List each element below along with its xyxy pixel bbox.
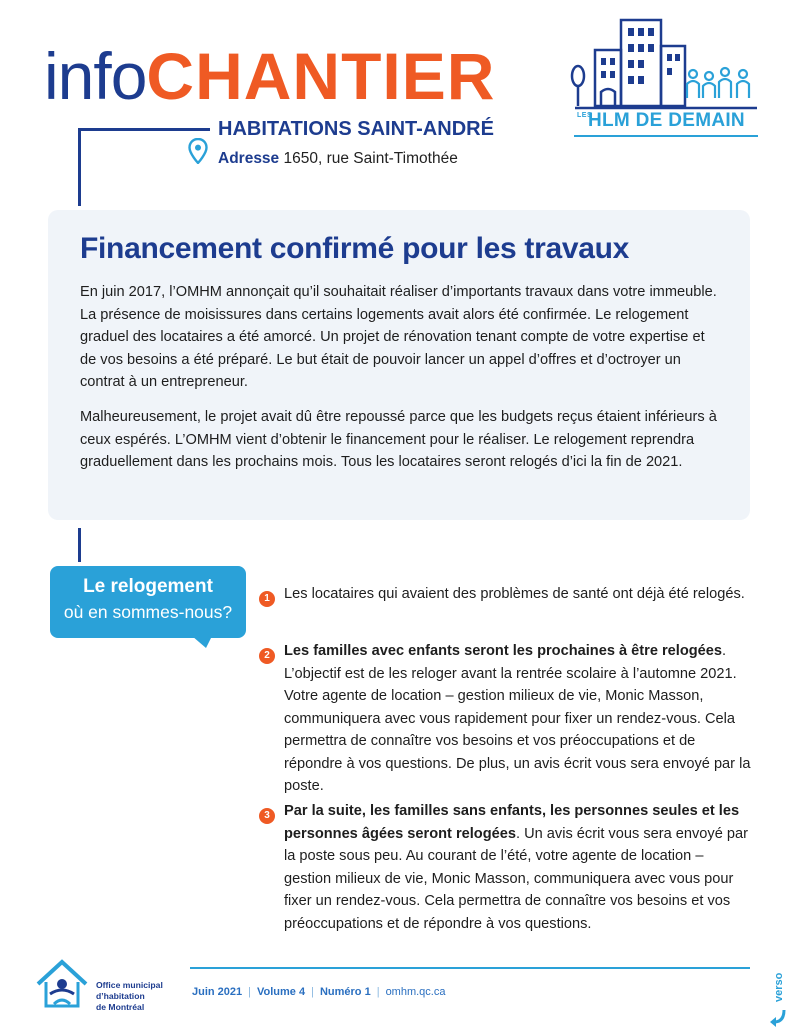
location-pin-icon [188, 138, 208, 164]
org-line-1: Office municipal [96, 980, 163, 990]
step-3-text: . Un avis écrit vous sera envoyé par la poste sous peu. Au courant de l’été, votre agente de location – gestion milieux de vie, Monic Masson, communiquera avec vous pour fixer un rendez-vous. Cela permettra de connaître vos besoins et vos préoccupations et de répondre à vos questions. [284, 825, 748, 932]
footer-website[interactable]: omhm.qc.ca [385, 986, 446, 998]
step-number-badge: 3 [259, 808, 275, 824]
step-1-text: Les locataires qui avaient des problèmes de santé ont déjà été relogés. [284, 586, 745, 602]
logo-underline [574, 135, 758, 137]
address-value: 1650, rue Saint-Timothée [283, 150, 458, 167]
decorative-horizontal-line [78, 128, 210, 131]
address-label: Adresse [218, 150, 280, 167]
title-emphasis: CHANTIER [146, 39, 496, 113]
footer-divider [190, 967, 750, 969]
omhm-logo-icon [32, 954, 92, 1014]
footer-volume: Volume 4 [257, 986, 306, 998]
hlm-de-demain-logo-icon [565, 16, 759, 114]
step-2-bold: Les familles avec enfants seront les prochaines à être relogées [284, 643, 723, 659]
publication-title [44, 36, 495, 116]
footer-separator: | [311, 986, 314, 998]
step-3-bold: Par la suite, les familles sans enfants, les personnes seules et les personnes âgées seront relogées [284, 803, 740, 842]
footer-meta [192, 986, 445, 998]
footer-separator: | [376, 986, 380, 998]
logo-caption: HLM DE DEMAIN [588, 110, 745, 131]
notice-paragraph-2: Malheureusement, le projet avait dû être repoussé parce que les budgets reçus étaient inférieurs à ceux espérés. L’OMHM vient d’obtenir le financement pour le réaliser. Le relogement reprendra graduellement dans les prochains mois. Tous les locataires seront relogés d’ici la fin de 2021. [80, 409, 717, 471]
footer-issue: Numéro 1 [319, 986, 371, 998]
decorative-vertical-line [78, 528, 81, 562]
omhm-organization-name [96, 980, 186, 1013]
title-prefix: info [44, 39, 147, 113]
verso-label: verso [773, 972, 785, 1002]
relocation-step-3 [284, 800, 754, 935]
verso-turn-page-icon[interactable] [766, 968, 790, 1028]
step-2-text: . L’objectif est de les reloger avant la rentrée scolaire à l’automne 2021. Votre agente de location – gestion milieux de vie, Monic Masson, communiquera avec vous rapidement pour fixer un rendez-vous. Cela permettra de connaître vos besoins et vos préoccupations et de répondre à vos questions. De plus, un avis écrit vous sera envoyé par la poste. [284, 643, 751, 794]
site-name: HABITATIONS SAINT-ANDRÉ [218, 118, 494, 140]
logo-small-text: LES [577, 112, 593, 119]
relocation-step-2 [284, 640, 754, 798]
decorative-vertical-line [78, 128, 81, 206]
step-number-badge: 1 [259, 591, 275, 607]
relocation-step-1 [284, 583, 754, 606]
org-line-2: d’habitation [96, 991, 145, 1001]
footer-date: Juin 2021 [192, 986, 243, 998]
address [218, 150, 458, 168]
org-line-3: de Montréal [96, 1002, 145, 1012]
bubble-subtitle: où en sommes-nous? [63, 602, 233, 622]
speech-bubble-tail [192, 636, 212, 648]
notice-title: Financement confirmé pour les travaux [80, 232, 630, 265]
step-number-badge: 2 [259, 648, 275, 664]
footer-separator: | [248, 986, 251, 998]
notice-paragraph-1: En juin 2017, l’OMHM annonçait qu’il souhaitait réaliser d’importants travaux dans votre immeuble. La présence de moisissures dans certains logements avait alors été confirmée. Le relogement graduel des locataires a été amorcé. Un projet de rénovation tenant compte de votre expertise et de vos besoins a été préparé. Le but était de pouvoir lancer un appel d’offres et d’octroyer un contrat à un entrepreneur. [80, 284, 717, 391]
bubble-title: Le relogement [83, 576, 213, 597]
